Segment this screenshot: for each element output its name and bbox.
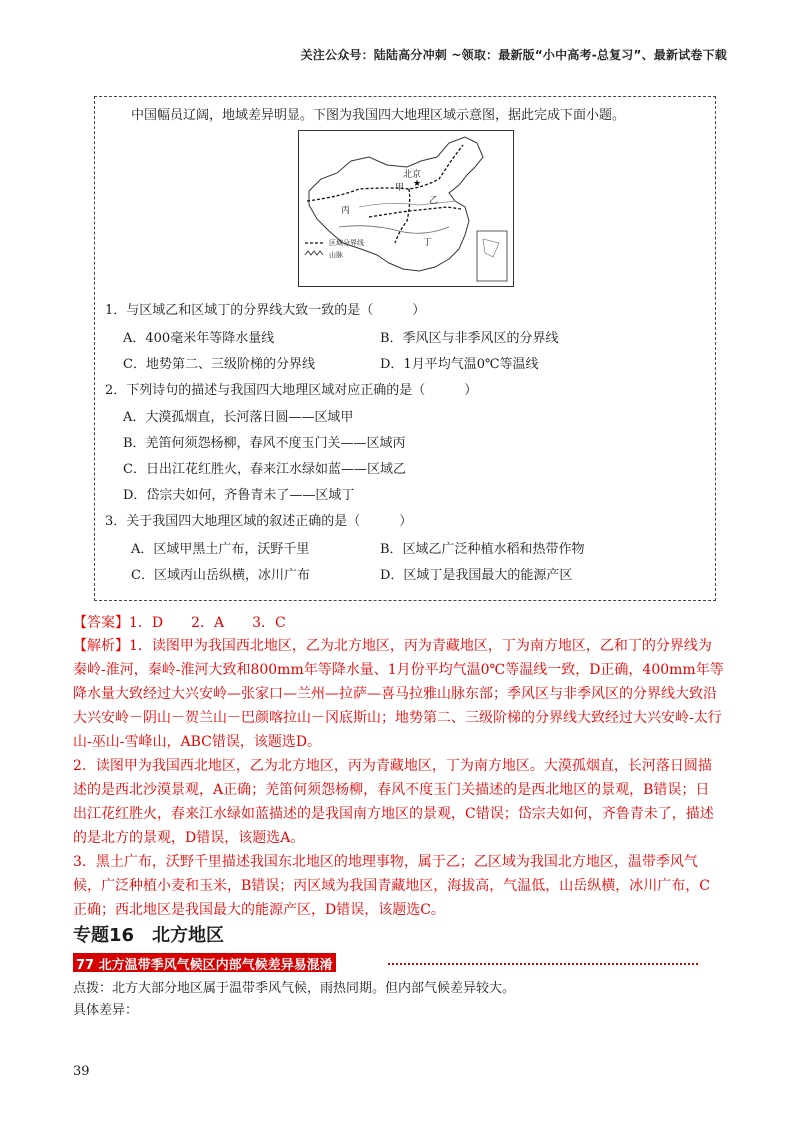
analysis-line: 大兴安岭－阴山－贺兰山－巴颜喀拉山－冈底斯山；地势第二、三级阶梯的分界线大致经过大兴安岭-太行 (73, 710, 722, 726)
question-1-stem: 1．与区域乙和区域丁的分界线大致一致的是（ ） (105, 303, 426, 318)
analysis-line: 【解析】1．读图甲为我国西北地区，乙为北方地区，丙为青藏地区，丁为南方地区，乙和丁的分界线为 (73, 638, 712, 654)
question-2-option-a: A．大漠孤烟直，长河落日圆——区域甲 (123, 410, 354, 425)
analysis-line: 3．黑土广布，沃野千里描述我国东北地区的地理事物，属于乙；乙区域为我国北方地区，温带季风气 (73, 854, 698, 870)
analysis-line: 山-巫山-雪峰山，ABC错误，该题选D。 (73, 734, 322, 750)
question-1-option-d: D．1月平均气温0℃等温线 (380, 357, 539, 372)
legend-boundary-label: 区域分界线 (329, 239, 364, 247)
south-sea-inset (477, 231, 507, 281)
question-3-option-c: C．区域丙山岳纵横，冰川广布 (131, 568, 310, 583)
analysis-line: 的是北方的景观，D错误，该题选A。 (73, 830, 305, 846)
map-label-jia: 甲 (395, 183, 405, 193)
section-title: 专题16 北方地区 (73, 925, 225, 946)
boundary-west (395, 189, 410, 243)
question-3-stem: 3．关于我国四大地理区域的叙述正确的是（ ） (105, 514, 413, 529)
page-number: 39 (73, 1064, 90, 1079)
china-region-map (298, 130, 514, 287)
map-label-ding: 丁 (423, 238, 433, 248)
analysis-line: 述的是西北沙漠景观，A正确；羌笛何须怨杨柳，春风不度玉门关描述的是西北地区的景观，B错误；日 (73, 782, 710, 798)
hint-text: 点拨：北方大部分地区属于温带季风气候，雨热同期。但内部气候差异较大。 (73, 981, 516, 996)
analysis-line: 出江花红胜火，春来江水绿如蓝描述的是我国南方地区的景观，C错误；岱宗夫如何，齐鲁青未了，描述 (73, 806, 714, 822)
analysis-line: 2．读图甲为我国西北地区，乙为北方地区，丙为青藏地区，丁为南方地区。大漠孤烟直，长河落日圆描 (73, 758, 712, 774)
question-intro: 中国幅员辽阔，地域差异明显。下图为我国四大地理区域示意图，据此完成下面小题。 (131, 108, 626, 123)
question-2-option-d: D．岱宗夫如何，齐鲁青未了——区域丁 (123, 488, 355, 503)
answer-key: 【答案】1．D 2．A 3．C (73, 615, 286, 631)
analysis-block (73, 634, 733, 922)
analysis-line: 候，广泛种植小麦和玉米，B错误；丙区域为我国青藏地区，海拔高，气温低，山岳纵横，冰川广布，C (73, 878, 710, 894)
question-2-option-b: B．羌笛何须怨杨柳，春风不度玉门关——区域丙 (123, 436, 406, 451)
river-line-2 (359, 201, 455, 207)
question-1-option-c: C．地势第二、三级阶梯的分界线 (123, 357, 315, 372)
map-label-beijing: 北京 (403, 170, 422, 180)
question-3-option-a: A．区域甲黑土广布，沃野千里 (131, 542, 310, 557)
boundary-middle (369, 207, 461, 217)
analysis-line: 秦岭-淮河，秦岭-淮河大致和800mm年等降水量、1月份平均气温0℃等温线一致，D正确，400mm年等 (73, 662, 724, 678)
analysis-line: 正确；西北地区是我国最大的能源产区，D错误，该题选C。 (73, 902, 445, 918)
map-label-yi: 乙 (429, 196, 439, 206)
question-2-option-c: C．日出江花红胜火，春来江水绿如蓝——区域乙 (123, 462, 406, 477)
question-1-option-a: A．400毫米年等降水量线 (123, 331, 275, 346)
legend-mountain-symbol (305, 251, 323, 255)
banner-dotted-rule (388, 963, 698, 965)
legend-mountain-label: 山脉 (329, 251, 343, 259)
question-1-option-b: B．季风区与非季风区的分界线 (380, 331, 559, 346)
china-map-graphic (299, 131, 513, 286)
beijing-star-icon: ★ (413, 179, 422, 189)
south-sea-inset-detail (483, 239, 499, 257)
knowledge-point-banner: 77 北方温带季风气候区内部气候差异易混淆 (73, 953, 336, 972)
analysis-line: 降水量大致经过大兴安岭—张家口—兰州—拉萨—喜马拉雅山脉东部；季风区与非季风区的分界线大致沿 (73, 686, 717, 702)
question-3-option-d: D．区域丁是我国最大的能源产区 (380, 568, 573, 583)
question-2-stem: 2．下列诗句的描述与我国四大地理区域对应正确的是（ ） (105, 383, 478, 398)
question-3-option-b: B．区域乙广泛种植水稻和热带作物 (380, 542, 585, 557)
question-box (94, 96, 716, 601)
river-line (339, 226, 449, 234)
map-label-bing: 丙 (341, 206, 351, 216)
detail-text: 具体差异： (73, 1003, 139, 1018)
page-header: 关注公众号：陆陆高分冲刺 ~领取：最新版“小中高考-总复习”、最新试卷下载 (300, 48, 727, 62)
